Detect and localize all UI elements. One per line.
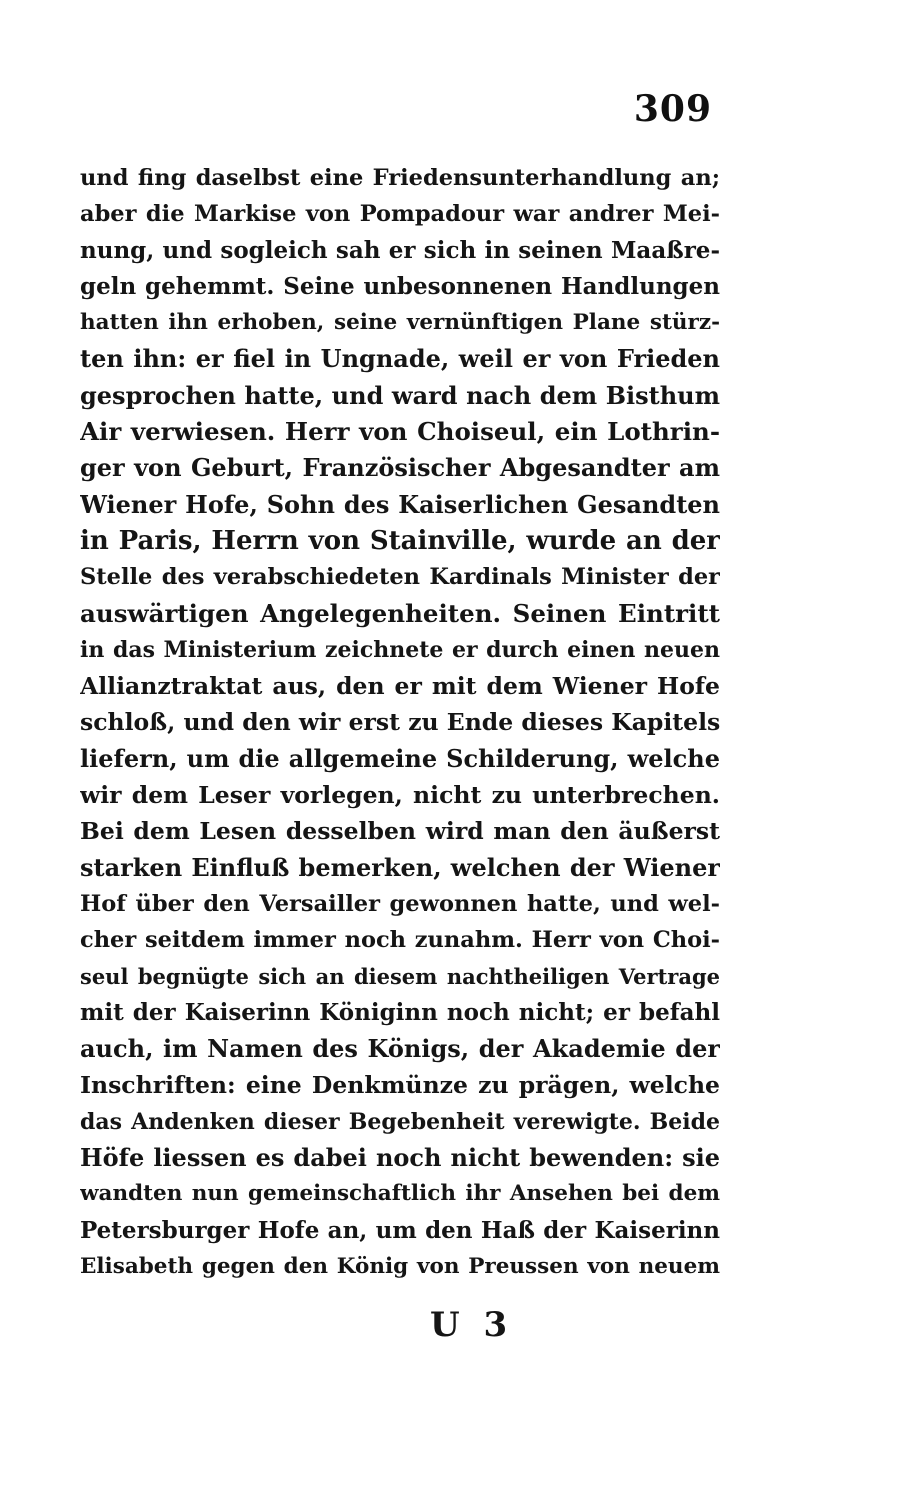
text-line: Elisabeth gegen den König von Preussen von neuem bbox=[80, 1253, 720, 1279]
text-line: Wiener Hofe, Sohn des Kaiserlichen Gesandten bbox=[80, 489, 720, 519]
text-line: seul begnügte sich an diesem nachtheiligen Vertrage bbox=[80, 963, 720, 989]
text-line: das Andenken dieser Begebenheit verewigte. Beide bbox=[80, 1108, 720, 1135]
text-line: Inschriften: eine Denkmünze zu prägen, welche bbox=[80, 1071, 720, 1100]
text-line: ten ihn: er fiel in Ungnade, weil er von Frieden bbox=[80, 344, 720, 374]
text-line: cher seitdem immer noch zunahm. Herr von Choi- bbox=[80, 927, 720, 954]
text-line: und fing daselbst eine Friedensunterhandlung an; bbox=[80, 165, 720, 191]
text-line: starken Einfluß bemerken, welchen der Wiener bbox=[80, 852, 720, 882]
text-line: hatten ihn erhoben, seine vernünftigen Plane stürz- bbox=[80, 310, 720, 336]
text-line: in Paris, Herrn von Stainville, wurde an der bbox=[80, 525, 720, 556]
text-line: ger von Geburt, Französischer Abgesandter am bbox=[80, 453, 720, 483]
signature-mark: U 3 bbox=[430, 1305, 514, 1345]
text-line: wir dem Leser vorlegen, nicht zu unterbrechen. bbox=[80, 781, 720, 810]
text-line: Hof über den Versailler gewonnen hatte, und wel- bbox=[80, 890, 720, 917]
text-line: Bei dem Lesen desselben wird man den äußerst bbox=[80, 817, 720, 846]
text-line: in das Ministerium zeichnete er durch einen neuen bbox=[80, 636, 720, 663]
text-line: auch, im Namen des Königs, der Akademie der bbox=[80, 1034, 720, 1064]
text-line: Petersburger Hofe an, um den Haß der Kaiserinn bbox=[80, 1216, 720, 1244]
text-line: gesprochen hatte, und ward nach dem Bisthum bbox=[80, 380, 720, 410]
text-line: mit der Kaiserinn Königinn noch nicht; er befahl bbox=[80, 998, 720, 1026]
text-line: Allianztraktat aus, den er mit dem Wiener Hofe bbox=[80, 672, 720, 701]
text-line: nung, und sogleich sah er sich in seinen Maaßre- bbox=[80, 236, 720, 264]
text-line: schloß, und den wir erst zu Ende dieses Kapitels bbox=[80, 708, 720, 737]
text-line: wandten nun gemeinschaftlich ihr Ansehen bei dem bbox=[80, 1181, 720, 1207]
text-line: Air verwiesen. Herr von Choiseul, ein Lothrin- bbox=[80, 417, 720, 447]
text-line: auswärtigen Angelegenheiten. Seinen Eintritt bbox=[80, 598, 720, 628]
text-line: Höfe liessen es dabei noch nicht bewenden: sie bbox=[80, 1143, 720, 1173]
text-line: liefern, um die allgemeine Schilderung, welche bbox=[80, 743, 720, 773]
page-number: 309 bbox=[633, 88, 712, 130]
text-line: geln gehemmt. Seine unbesonnenen Handlungen bbox=[80, 272, 720, 300]
text-line: Stelle des verabschiedeten Kardinals Minister der bbox=[80, 564, 720, 591]
text-line: aber die Markise von Pompadour war andrer Mei- bbox=[80, 201, 720, 228]
body-text bbox=[80, 160, 720, 1285]
